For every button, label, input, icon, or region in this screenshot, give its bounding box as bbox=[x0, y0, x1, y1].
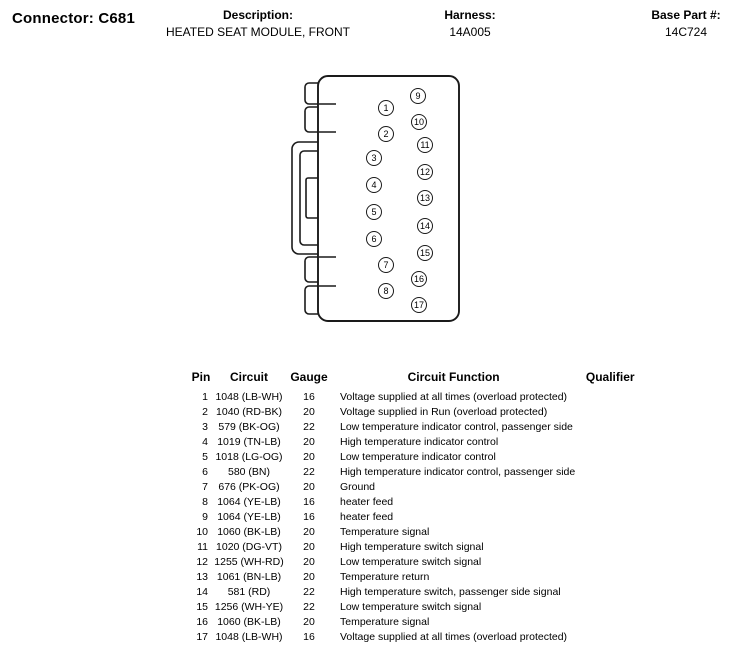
cell-circuit: 1048 (LB-WH) bbox=[215, 630, 283, 643]
pinout-row bbox=[190, 404, 645, 419]
cell-function: Low temperature indicator control bbox=[340, 450, 496, 463]
cell-gauge: 16 bbox=[303, 630, 315, 643]
cell-pin: 14 bbox=[196, 585, 208, 598]
cell-qualifier bbox=[575, 509, 645, 524]
cell-pin: 8 bbox=[202, 495, 208, 508]
cell-circuit: 1061 (BN-LB) bbox=[216, 570, 282, 583]
cell-gauge: 20 bbox=[303, 570, 315, 583]
pin-1: 1 bbox=[378, 100, 394, 116]
pinout-row bbox=[190, 629, 645, 644]
harness-label: Harness: bbox=[444, 8, 496, 22]
pinout-row bbox=[190, 584, 645, 599]
cell-gauge: 20 bbox=[303, 555, 315, 568]
cell-pin: 15 bbox=[196, 600, 208, 613]
base-part-value: 14C724 bbox=[664, 25, 708, 39]
cell-circuit: 1256 (WH-YE) bbox=[214, 600, 284, 613]
cell-function: Low temperature switch signal bbox=[340, 555, 482, 568]
pin-7: 7 bbox=[378, 257, 394, 273]
cell-gauge: 20 bbox=[303, 615, 315, 628]
cell-qualifier bbox=[575, 449, 645, 464]
cell-gauge: 22 bbox=[303, 585, 315, 598]
cell-circuit: 1064 (YE-LB) bbox=[217, 510, 281, 523]
cell-qualifier bbox=[575, 614, 645, 629]
cell-function: Low temperature indicator control, passenger side bbox=[340, 420, 573, 433]
pin-17: 17 bbox=[411, 297, 427, 313]
cell-function: High temperature switch, passenger side signal bbox=[340, 585, 561, 598]
cell-pin: 12 bbox=[196, 555, 208, 568]
cell-gauge: 20 bbox=[303, 450, 315, 463]
cell-gauge: 16 bbox=[303, 390, 315, 403]
cell-function: heater feed bbox=[340, 495, 394, 508]
pinout-row bbox=[190, 509, 645, 524]
pinout-row bbox=[190, 614, 645, 629]
cell-function: High temperature switch signal bbox=[340, 540, 484, 553]
cell-circuit: 676 (PK-OG) bbox=[218, 480, 280, 493]
cell-qualifier bbox=[575, 524, 645, 539]
cell-pin: 1 bbox=[202, 390, 208, 403]
cell-qualifier bbox=[575, 584, 645, 599]
cell-pin: 9 bbox=[202, 510, 208, 523]
pinout-row bbox=[190, 419, 645, 434]
pin-3: 3 bbox=[366, 150, 382, 166]
cell-qualifier bbox=[575, 389, 645, 404]
cell-qualifier bbox=[575, 494, 645, 509]
cell-circuit: 581 (RD) bbox=[227, 585, 271, 598]
cell-function: High temperature indicator control bbox=[340, 435, 499, 448]
cell-function: Temperature signal bbox=[340, 525, 430, 538]
cell-circuit: 1040 (RD-BK) bbox=[216, 405, 282, 418]
pin-15: 15 bbox=[417, 245, 433, 261]
cell-qualifier bbox=[575, 479, 645, 494]
cell-pin: 11 bbox=[197, 540, 208, 553]
cell-gauge: 16 bbox=[303, 510, 315, 523]
cell-function: heater feed bbox=[340, 510, 394, 523]
cell-pin: 4 bbox=[202, 435, 208, 448]
cell-circuit: 1048 (LB-WH) bbox=[215, 390, 283, 403]
pin-12: 12 bbox=[417, 164, 433, 180]
page-title: Connector: C681 bbox=[12, 10, 136, 27]
pinout-row bbox=[190, 494, 645, 509]
pinout-row bbox=[190, 434, 645, 449]
column-header-qualifier: Qualifier bbox=[585, 370, 635, 384]
cell-gauge: 20 bbox=[303, 435, 315, 448]
column-header-function: Circuit Function bbox=[407, 370, 500, 384]
pinout-row bbox=[190, 449, 645, 464]
pin-10: 10 bbox=[411, 114, 427, 130]
cell-pin: 6 bbox=[202, 465, 208, 478]
description-label: Description: bbox=[222, 8, 293, 22]
pinout-row bbox=[190, 539, 645, 554]
cell-function: Temperature signal bbox=[340, 615, 430, 628]
cell-circuit: 1019 (TN-LB) bbox=[217, 435, 281, 448]
base-part-label: Base Part #: bbox=[651, 8, 721, 22]
cell-gauge: 20 bbox=[303, 540, 315, 553]
cell-qualifier bbox=[575, 554, 645, 569]
description-value: HEATED SEAT MODULE, FRONT bbox=[165, 25, 351, 39]
cell-qualifier bbox=[575, 599, 645, 614]
cell-pin: 5 bbox=[202, 450, 208, 463]
pin-9: 9 bbox=[410, 88, 426, 104]
cell-pin: 17 bbox=[196, 630, 208, 643]
cell-circuit: 1020 (DG-VT) bbox=[216, 540, 282, 553]
cell-function: Voltage supplied at all times (overload protected) bbox=[340, 390, 568, 403]
cell-circuit: 579 (BK-OG) bbox=[218, 420, 280, 433]
cell-qualifier bbox=[575, 404, 645, 419]
pinout-table-header bbox=[190, 370, 645, 389]
column-header-circuit: Circuit bbox=[229, 370, 268, 384]
cell-pin: 2 bbox=[202, 405, 208, 418]
cell-qualifier bbox=[575, 419, 645, 434]
pin-14: 14 bbox=[417, 218, 433, 234]
cell-pin: 3 bbox=[202, 420, 208, 433]
pinout-row bbox=[190, 554, 645, 569]
cell-qualifier bbox=[575, 569, 645, 584]
pin-11: 11 bbox=[417, 137, 433, 153]
pinout-row bbox=[190, 479, 645, 494]
cell-qualifier bbox=[575, 629, 645, 644]
cell-gauge: 22 bbox=[303, 465, 315, 478]
cell-circuit: 1064 (YE-LB) bbox=[217, 495, 281, 508]
cell-pin: 13 bbox=[196, 570, 208, 583]
cell-qualifier bbox=[575, 464, 645, 479]
cell-circuit: 1018 (LG-OG) bbox=[215, 450, 283, 463]
column-header-pin: Pin bbox=[191, 370, 211, 384]
column-header-gauge: Gauge bbox=[290, 370, 328, 384]
cell-pin: 7 bbox=[202, 480, 208, 493]
cell-circuit: 1255 (WH-RD) bbox=[214, 555, 284, 568]
cell-circuit: 1060 (BK-LB) bbox=[217, 615, 281, 628]
pin-4: 4 bbox=[366, 177, 382, 193]
cell-gauge: 20 bbox=[303, 480, 315, 493]
cell-qualifier bbox=[575, 539, 645, 554]
pinout-row bbox=[190, 464, 645, 479]
cell-gauge: 22 bbox=[303, 600, 315, 613]
cell-function: Voltage supplied at all times (overload protected) bbox=[340, 630, 568, 643]
cell-pin: 10 bbox=[196, 525, 208, 538]
cell-qualifier bbox=[575, 434, 645, 449]
cell-function: Low temperature switch signal bbox=[340, 600, 482, 613]
cell-gauge: 16 bbox=[303, 495, 315, 508]
cell-function: Voltage supplied in Run (overload protected) bbox=[340, 405, 548, 418]
cell-circuit: 580 (BN) bbox=[227, 465, 270, 478]
pin-6: 6 bbox=[366, 231, 382, 247]
pin-13: 13 bbox=[417, 190, 433, 206]
pinout-row bbox=[190, 599, 645, 614]
cell-function: Ground bbox=[340, 480, 376, 493]
cell-gauge: 20 bbox=[303, 405, 315, 418]
pinout-row bbox=[190, 389, 645, 404]
pin-2: 2 bbox=[378, 126, 394, 142]
cell-pin: 16 bbox=[196, 615, 208, 628]
pin-8: 8 bbox=[378, 283, 394, 299]
pinout-row bbox=[190, 524, 645, 539]
harness-value: 14A005 bbox=[449, 25, 491, 39]
pinout-table-body bbox=[190, 389, 645, 644]
cell-circuit: 1060 (BK-LB) bbox=[217, 525, 281, 538]
pinout-row bbox=[190, 569, 645, 584]
pin-5: 5 bbox=[366, 204, 382, 220]
cell-gauge: 20 bbox=[303, 525, 315, 538]
pinout-table bbox=[190, 370, 645, 644]
cell-function: Temperature return bbox=[340, 570, 430, 583]
cell-gauge: 22 bbox=[303, 420, 315, 433]
cell-function: High temperature indicator control, passenger side bbox=[340, 465, 576, 478]
pin-16: 16 bbox=[411, 271, 427, 287]
